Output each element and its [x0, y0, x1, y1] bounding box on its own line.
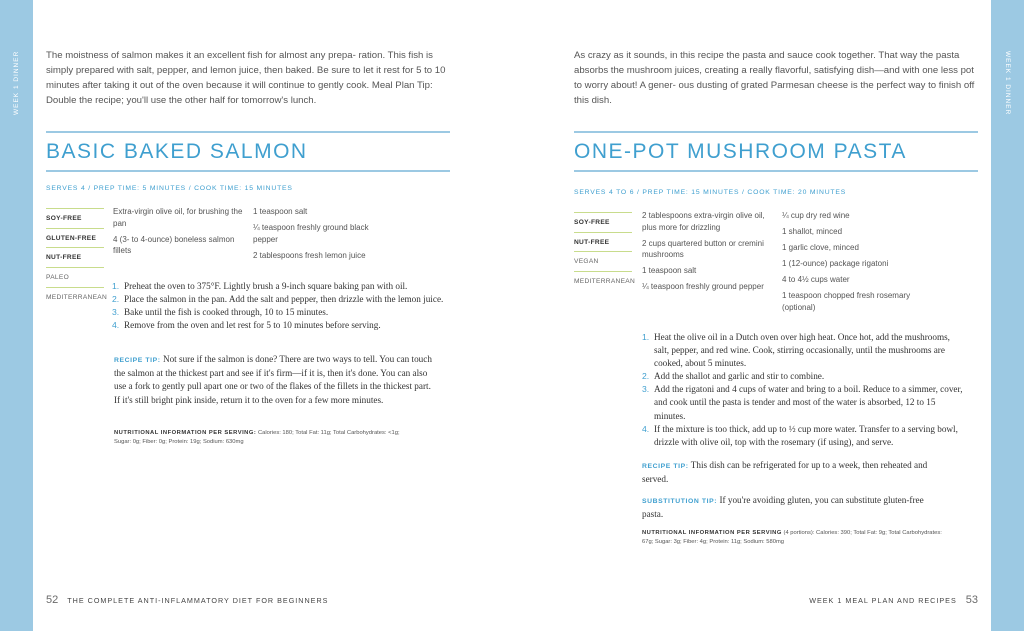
page-number: 52 [46, 594, 59, 606]
direction-step: 3. Bake until the fish is cooked through, 10 to 15 minutes. [112, 307, 329, 318]
ingredient: 2 cups quartered button or cremini mushrooms [642, 238, 764, 259]
ingredient: 1 teaspoon salt [253, 207, 308, 216]
directions-list [112, 280, 458, 332]
ingredient: 1 garlic clove, minced [782, 243, 859, 252]
ingredient: 2 tablespoons fresh lemon juice [253, 250, 366, 260]
diet-tag: GLUTEN-FREE [46, 228, 104, 248]
recipe-meta: SERVES 4 TO 6 / PREP TIME: 15 MINUTES / COOK TIME: 20 MINUTES [574, 189, 847, 196]
recipe-title: BASIC BAKED SALMON [46, 140, 308, 163]
ingredient: 4 to 4½ cups water [782, 275, 850, 284]
ingredients-column [253, 206, 393, 266]
diet-tag: MEDITERRANEAN [46, 287, 104, 307]
diet-tag: MEDITERRANEAN [574, 271, 632, 291]
recipe-intro: The moistness of salmon makes it an excellent fish for almost any prepa- ration. This fish is simply prepared with salt, pepper, and lemon juice, then baked. Be sure to let it rest for 5 to 10 minutes after taking it out of the oven because it will continue to gently cook. Meal Plan Tip: Double the recipe; you'll use the other half for tomorrow's lunch. [46, 50, 446, 106]
recipe-tip [642, 459, 942, 486]
nutrition-text: (4 portions): Calories: 390; Total Fat: 9g; Total Carbohydrates: 67g; Sugar: 3g; Fiber: 4g; Protein: 11g; Sodium: 580mg [642, 530, 942, 545]
footer-text: WEEK 1 MEAL PLAN AND RECIPES [809, 596, 957, 605]
side-tab-label: WEEK 1 DINNER [13, 50, 20, 116]
diet-tag: SOY-FREE [46, 208, 104, 228]
nutrition-text: Calories: 180; Total Fat: 11g; Total Carbohydrates: <1g; Sugar: 0g; Fiber: 0g; Protein: 19g; Sodium: 630mg [114, 430, 400, 445]
recipe-title: ONE-POT MUSHROOM PASTA [574, 140, 907, 163]
diet-tag: PALEO [46, 267, 104, 287]
tip-label: RECIPE TIP: [642, 463, 689, 470]
ingredient: ¼ teaspoon freshly ground black pepper [253, 223, 369, 244]
tip-text: If you're avoiding gluten, you can substitute gluten-free pasta. [642, 495, 924, 520]
ingredients-column [642, 210, 772, 297]
ingredient: 1 shallot, minced [782, 227, 843, 236]
recipe-meta: SERVES 4 / PREP TIME: 5 MINUTES / COOK TIME: 15 MINUTES [46, 185, 293, 192]
ingredient: 4 (3- to 4-ounce) boneless salmon fillets [113, 234, 235, 255]
ingredient: Extra-virgin olive oil, for brushing the pan [113, 207, 243, 228]
ingredient: 1 teaspoon salt [642, 266, 697, 275]
ingredient: ¼ cup dry red wine [782, 211, 850, 220]
diet-tag: NUT-FREE [46, 247, 104, 267]
divider [46, 170, 450, 172]
page-footer [809, 594, 978, 606]
direction-step: 3. Add the rigatoni and 4 cups of water and bring to a boil. Reduce to a simmer, cover, and cook until the pasta is tender and most of the water is absorbed, 12 to 15 minutes. [642, 384, 963, 421]
ingredients-column [782, 210, 912, 318]
side-tab-label: WEEK 1 DINNER [1004, 50, 1011, 116]
side-tab-left [0, 0, 33, 631]
direction-step: 4. If the mixture is too thick, add up to ½ cup more water. Transfer to a serving bowl, drizzle with olive oil, top with the rosemary (if using), and serve. [642, 423, 958, 447]
right-page [574, 0, 978, 631]
side-tab-right [991, 0, 1024, 631]
tip-text: Not sure if the salmon is done? There are two ways to tell. You can touch the salmon at the thickest part and see if it's firm—if it is, then it's done. You can also use a fork to gently pull apart one or two of the flakes of the fillets in the thickest part. If it's still bright pink inside, return it to the oven for a few more minutes. [114, 354, 432, 405]
footer-text: THE COMPLETE ANTI-INFLAMMATORY DIET FOR BEGINNERS [67, 596, 329, 605]
ingredients-column [113, 206, 245, 261]
substitution-tip [642, 494, 942, 521]
recipe-intro: As crazy as it sounds, in this recipe the pasta and sauce cook together. That way the pasta absorbs the mushroom juices, creating a really flavorful, satisfying dish—and with one less pot to worry about! A gener- ous dusting of grated Parmesan cheese is the perfect way to finish off this dish. [574, 50, 975, 106]
ingredient: ¼ teaspoon freshly ground pepper [642, 282, 764, 291]
nutrition-info [642, 529, 942, 547]
diet-tag: NUT-FREE [574, 232, 632, 252]
diet-tags [46, 208, 108, 306]
diet-tag: VEGAN [574, 251, 632, 271]
left-page [46, 0, 450, 631]
ingredient: 1 teaspoon chopped fresh rosemary (optional) [782, 291, 911, 312]
diet-tags [574, 212, 636, 291]
nutrition-label: NUTRITIONAL INFORMATION PER SERVING: [114, 430, 257, 436]
directions-list [642, 331, 964, 449]
tip-text: This dish can be refrigerated for up to a week, then reheated and served. [642, 460, 928, 485]
page-number: 53 [965, 594, 978, 606]
direction-step: 1. Preheat the oven to 375°F. Lightly brush a 9-inch square baking pan with oil. [112, 281, 408, 291]
direction-step: 4. Remove from the oven and let rest for 5 to 10 minutes before serving. [112, 320, 381, 331]
direction-step: 1. Heat the olive oil in a Dutch oven over high heat. Once hot, add the mushrooms, salt, pepper, and red wine. Cook, stirring occasionally, until the mushrooms are cooked, about 5 minutes. [642, 332, 950, 369]
divider [574, 131, 978, 133]
nutrition-label: NUTRITIONAL INFORMATION PER SERVING [642, 530, 782, 536]
direction-step: 2. Add the shallot and garlic and stir to combine. [642, 371, 825, 382]
page-footer [46, 594, 328, 606]
tip-label: SUBSTITUTION TIP: [642, 498, 718, 505]
diet-tag: SOY-FREE [574, 212, 632, 232]
ingredient: 2 tablespoons extra-virgin olive oil, plus more for drizzling [642, 211, 765, 232]
ingredient: 1 (12-ounce) package rigatoni [782, 259, 889, 268]
tip-label: RECIPE TIP: [114, 357, 161, 364]
recipe-tip [114, 353, 434, 407]
divider [46, 131, 450, 133]
nutrition-info [114, 429, 414, 447]
direction-step: 2. Place the salmon in the pan. Add the salt and pepper, then drizzle with the lemon juice. [112, 294, 444, 305]
divider [574, 170, 978, 172]
